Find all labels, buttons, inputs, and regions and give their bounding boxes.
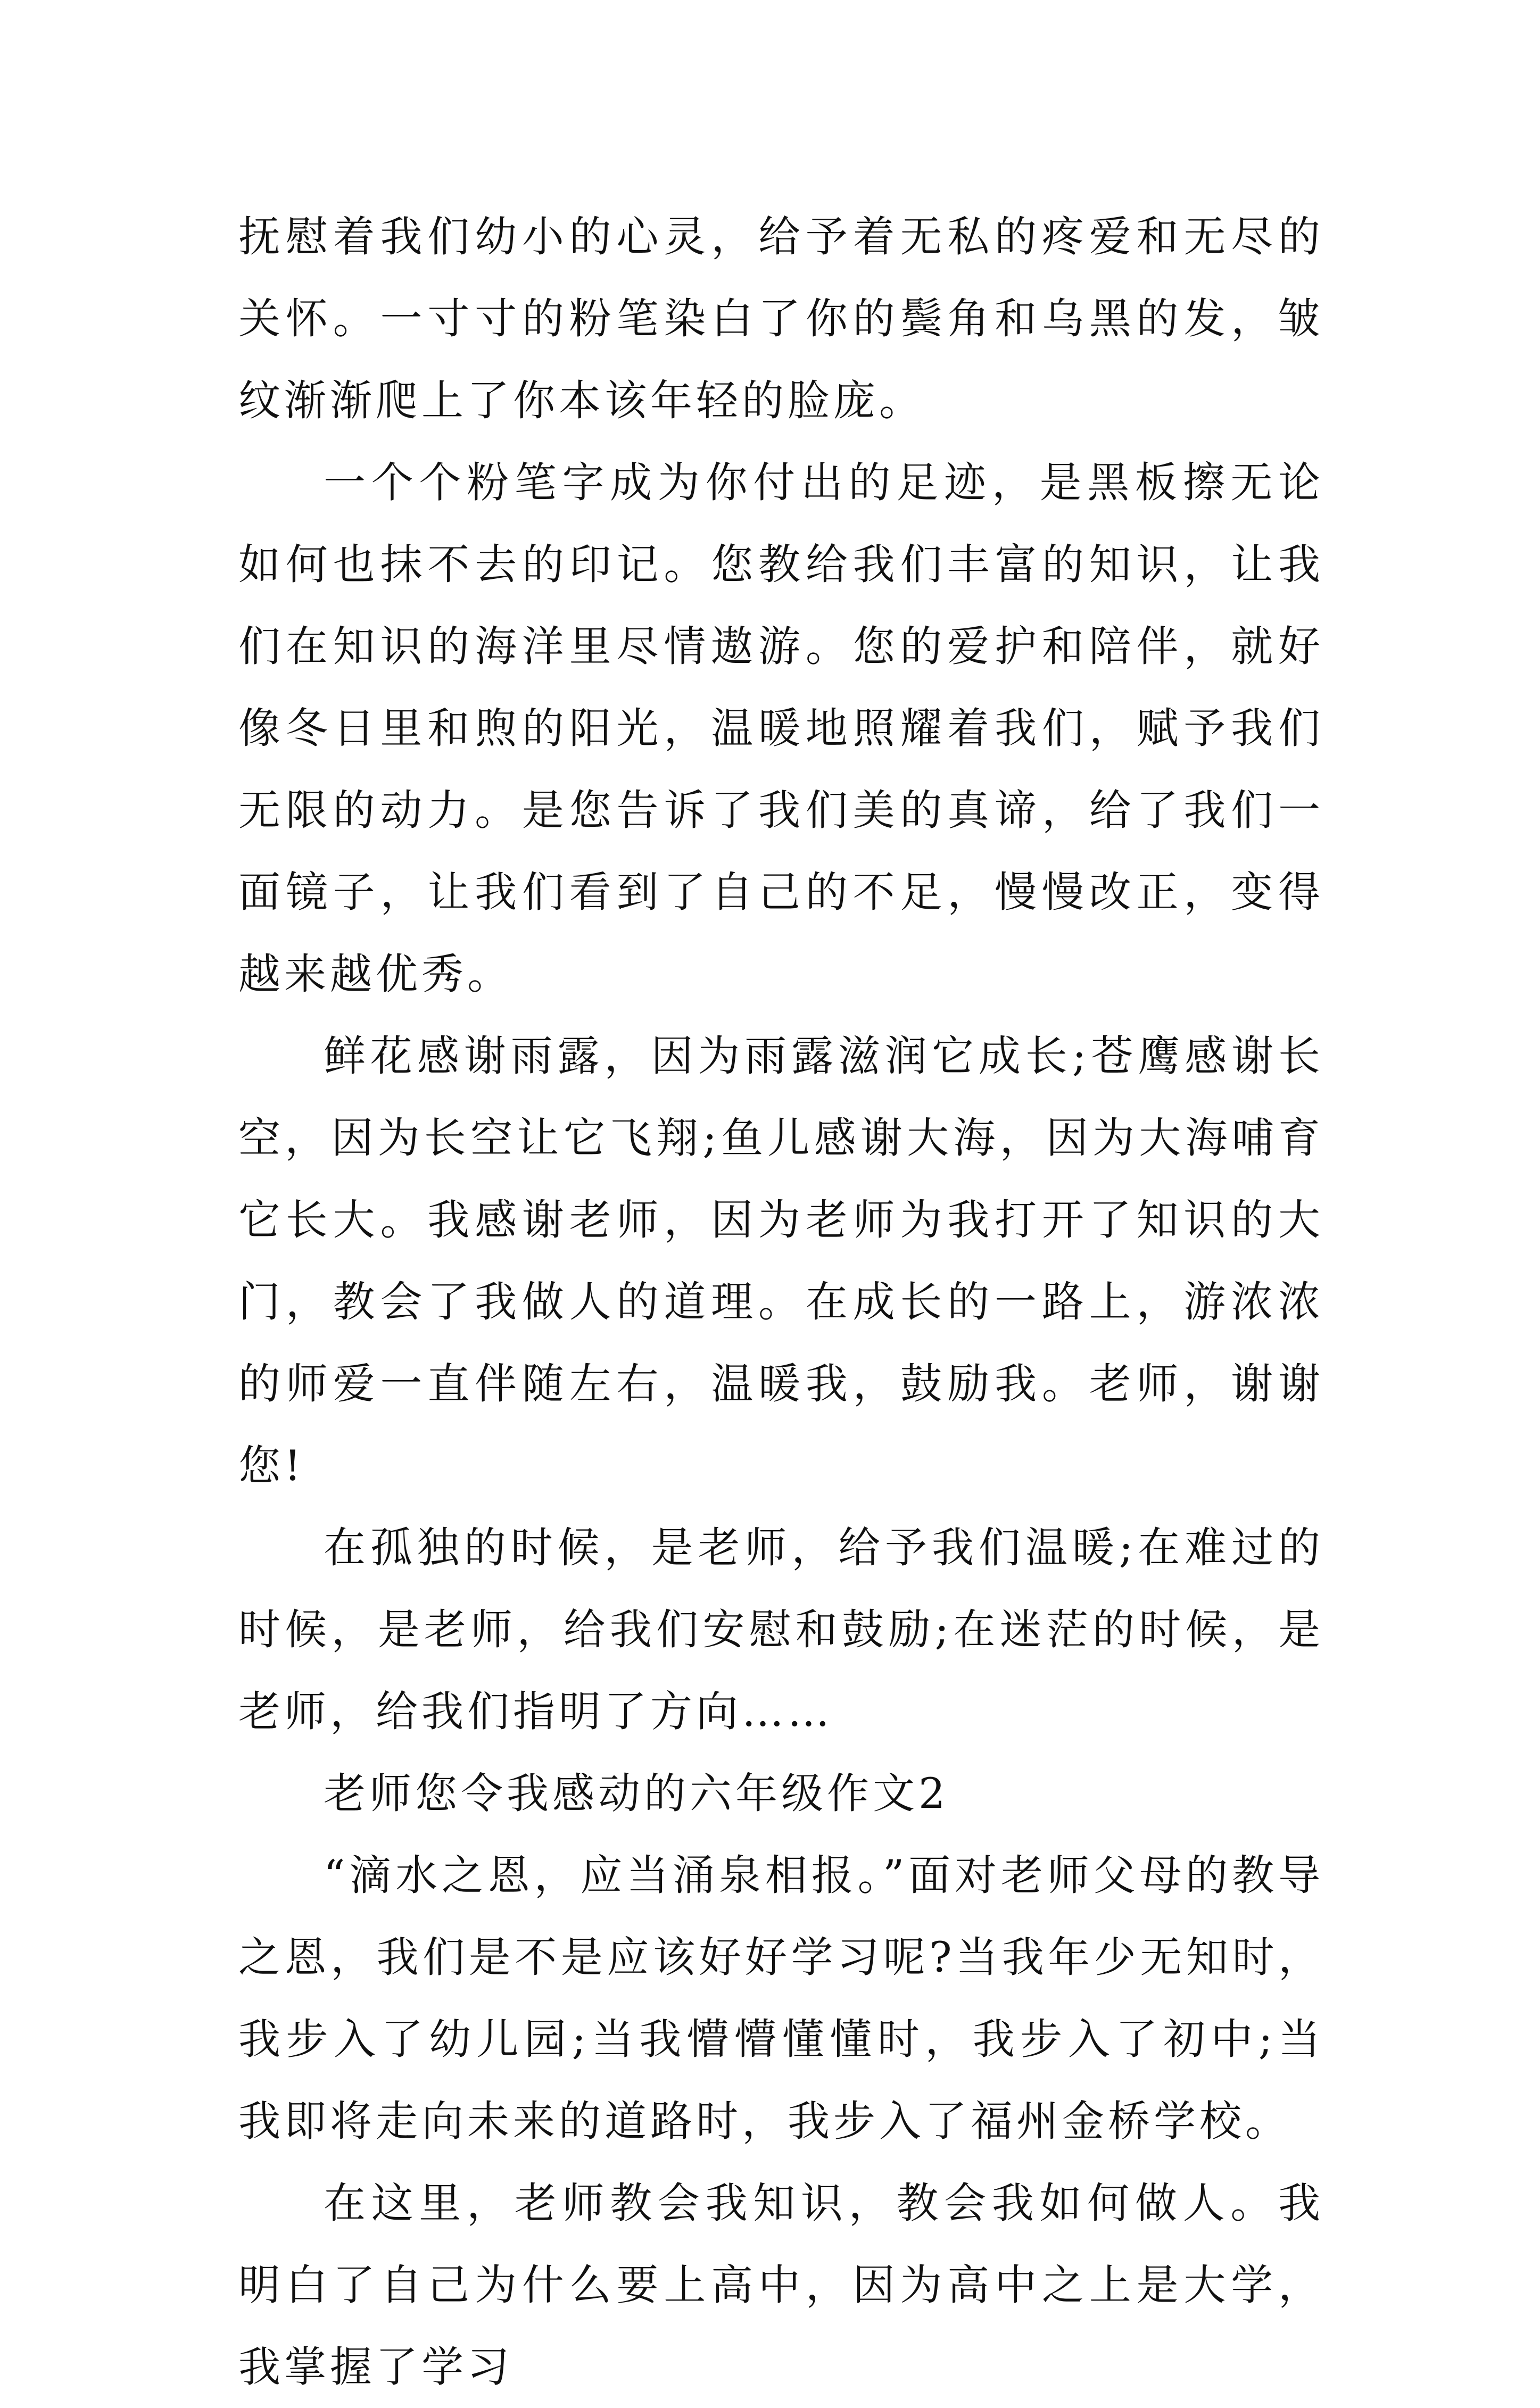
paragraph-continuation: 抚慰着我们幼小的心灵，给予着无私的疼爱和无尽的关怀。一寸寸的粉笔染白了你的鬓角和乌黑的发，皱纹渐渐爬上了你本该年轻的脸庞。 <box>238 212 1324 425</box>
paragraph-school-learning: 在这里，老师教会我知识，教会我如何做人。我明白了自己为什么要上高中，因为高中之上是大学，我掌握了学习 <box>238 2179 1324 2392</box>
paragraph-gratitude: 鲜花感谢雨露，因为雨露滋润它成长;苍鹰感谢长空，因为长空让它飞翔;鱼儿感谢大海，因为大海哺育它长大。我感谢老师，因为老师为我打开了知识的大门，教会了我做人的道理。在成长的一路上，游浓浓的师爱一直伴随左右，温暖我，鼓励我。老师，谢谢您! <box>238 1032 1324 1490</box>
essay-title: 老师您令我感动的六年级作文2 <box>324 1769 949 1818</box>
paragraph-teacher-support: 在孤独的时候，是老师，给予我们温暖;在难过的时候，是老师，给我们安慰和鼓励;在迷茫的时候，是老师，给我们指明了方向…… <box>238 1523 1324 1736</box>
paragraph-chalk-footprints: 一个个粉笔字成为你付出的足迹，是黑板擦无论如何也抹不去的印记。您教给我们丰富的知识，让我们在知识的海洋里尽情遨游。您的爱护和陪伴，就好像冬日里和煦的阳光，温暖地照耀着我们，赋予我们无限的动力。是您告诉了我们美的真谛，给了我们一面镜子，让我们看到了自己的不足，慢慢改正，变得越来越优秀。 <box>238 458 1324 999</box>
document-body <box>238 196 1324 2408</box>
paragraph-quote-opening: “滴水之恩，应当涌泉相报。”面对老师父母的教导之恩，我们是不是应该好好学习呢?当我年少无知时，我步入了幼儿园;当我懵懵懂懂时，我步入了初中;当我即将走向未来的道路时，我步入了福州金桥学校。 <box>238 1851 1324 2146</box>
